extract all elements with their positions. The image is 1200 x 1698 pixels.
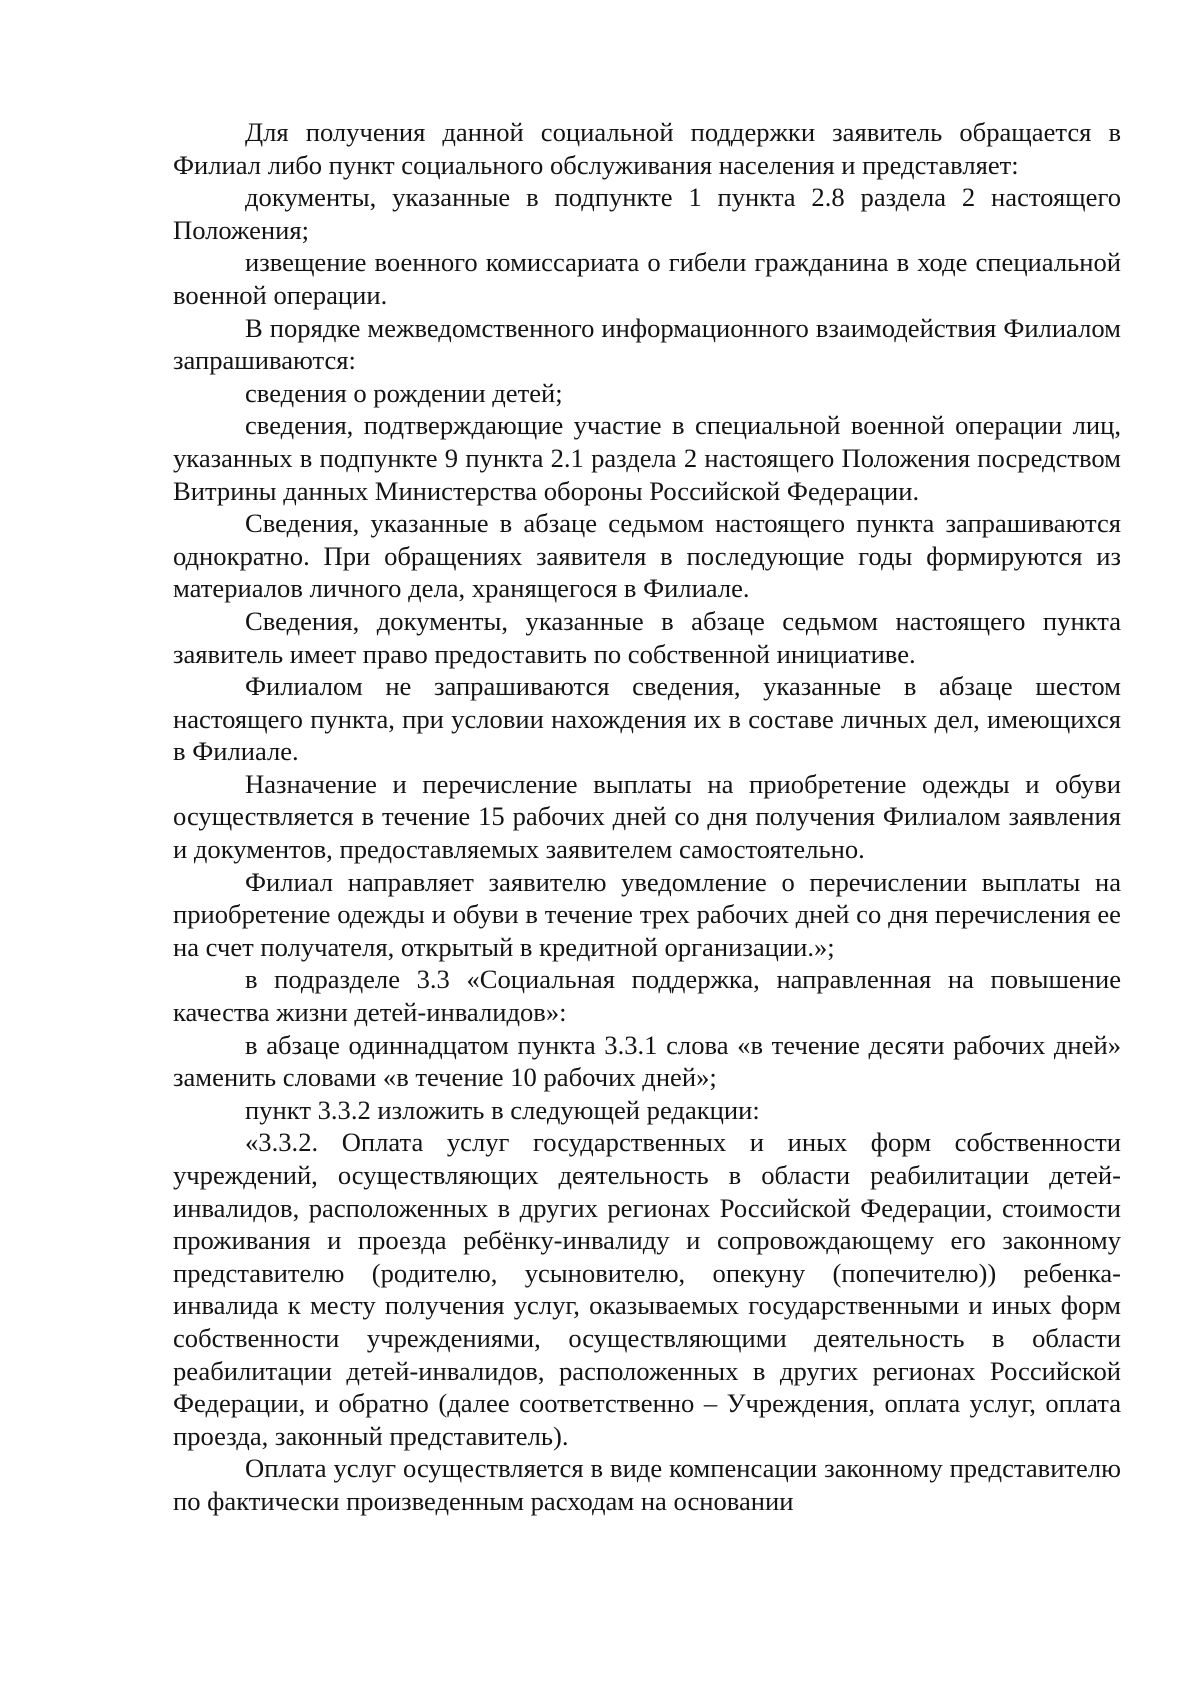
- paragraph: «3.3.2. Оплата услуг государственных и иных форм собственности учреждений, осуществляющих деятельность в области реабилитации детей-инвалидов, расположенных в других регионах Российской Федерации, стоимости проживания и проезда ребёнку-инвалиду и сопровождающему его законному представителю (родителю, усыновителю, опекуну (попечителю)) ребенка-инвалида к месту получения услуг, оказываемых государственными и иных форм собственности учреждениями, осуществляющими деятельность в области реабилитации детей-инвалидов, расположенных в других регионах Российской Федерации, и обратно (далее соответственно – Учреждения, оплата услуг, оплата проезда, законный представитель).: [173, 1127, 1121, 1451]
- paragraph: сведения о рождении детей;: [245, 377, 563, 408]
- paragraph: сведения, подтверждающие участие в специальной военной операции лиц, указанных в подпункте 9 пункта 2.1 раздела 2 настоящего Положения посредством Витрины данных Министерства обороны Российской Федерации.: [173, 410, 1121, 506]
- paragraph: в подразделе 3.3 «Социальная поддержка, направленная на повышение качества жизни детей-инвалидов»:: [173, 964, 1121, 1028]
- paragraph: Оплата услуг осуществляется в виде компенсации законному представителю по фактически произведенным расходам на основании: [173, 1453, 1121, 1516]
- body-text: [173, 116, 1121, 1518]
- paragraph: пункт 3.3.2 изложить в следующей редакции:: [245, 1094, 760, 1125]
- paragraph: в абзаце одиннадцатом пункта 3.3.1 слова «в течение десяти рабочих дней» заменить словами «в течение 10 рабочих дней»;: [173, 1029, 1121, 1093]
- paragraph: Филиал направляет заявителю уведомление о перечислении выплаты на приобретение одежды и обуви в течение трех рабочих дней со дня перечисления ее на счет получателя, открытый в кредитной организации.»;: [173, 866, 1121, 962]
- paragraph: документы, указанные в подпункте 1 пункта 2.8 раздела 2 настоящего Положения;: [173, 182, 1121, 245]
- paragraph: В порядке межведомственного информационного взаимодействия Филиалом запрашиваются:: [173, 312, 1121, 376]
- paragraph: извещение военного комиссариата о гибели гражданина в ходе специальной военной операции.: [173, 247, 1121, 310]
- paragraph: Для получения данной социальной поддержки заявитель обращается в Филиал либо пункт социального обслуживания населения и представляет:: [173, 117, 1121, 180]
- paragraph: Филиалом не запрашиваются сведения, указанные в абзаце шестом настоящего пункта, при условии нахождения их в составе личных дел, имеющихся в Филиале.: [173, 671, 1121, 767]
- paragraph: Сведения, указанные в абзаце седьмом настоящего пункта запрашиваются однократно. При обращениях заявителя в последующие годы формируются из материалов личного дела, хранящегося в Филиале.: [173, 508, 1121, 604]
- paragraph: Сведения, документы, указанные в абзаце седьмом настоящего пункта заявитель имеет право предоставить по собственной инициативе.: [173, 605, 1121, 669]
- paragraph: Назначение и перечисление выплаты на приобретение одежды и обуви осуществляется в течение 15 рабочих дней со дня получения Филиалом заявления и документов, предоставляемых заявителем самостоятельно.: [173, 768, 1121, 865]
